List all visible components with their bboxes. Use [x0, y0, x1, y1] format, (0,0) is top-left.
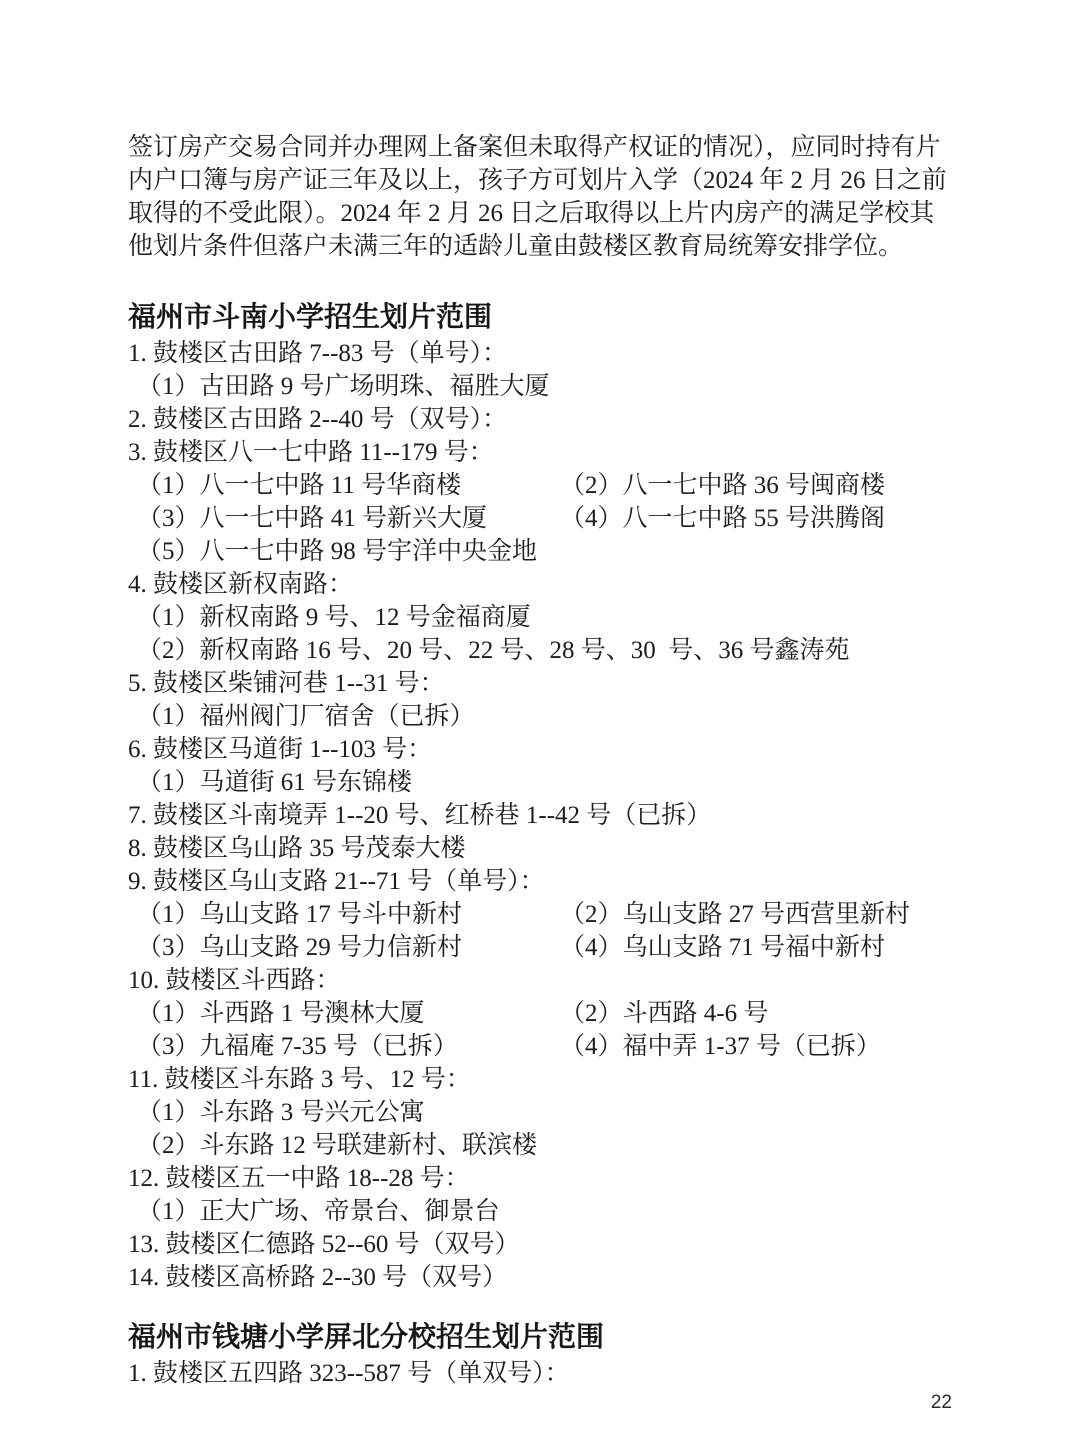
- list-line: [128, 436, 955, 469]
- list-line: [128, 1195, 955, 1228]
- list-line: [128, 898, 955, 931]
- list-line-col1: 1. 鼓楼区五四路 323--587 号（单双号）：: [128, 1360, 570, 1387]
- list-line: [128, 931, 955, 964]
- list-line: [128, 964, 955, 997]
- list-line-col2: （2）斗西路 4-6 号: [560, 1000, 769, 1027]
- intro-paragraph: [128, 131, 955, 263]
- list-line-col1: （2）斗东路 12 号联建新村、联滨楼: [137, 1132, 538, 1159]
- list-line-col1: （1）古田路 9 号广场明珠、福胜大厦: [137, 373, 550, 400]
- list-line-col1: （2）新权南路 16 号、20 号、22 号、28 号、30 号、36 号鑫涛苑: [137, 637, 850, 664]
- list-line-col1: 12. 鼓楼区五一中路 18--28 号：: [128, 1165, 470, 1192]
- intro-line: 内户口簿与房产证三年及以上，孩子方可划片入学（2024 年 2 月 26 日之前: [128, 167, 947, 194]
- list-line-col2: （4）八一七中路 55 号洪腾阁: [560, 505, 886, 532]
- list-line-col1: （1）斗东路 3 号兴元公寓: [137, 1099, 425, 1126]
- list-line-col1: 2. 鼓楼区古田路 2--40 号（双号）：: [128, 406, 508, 433]
- list-line: [128, 1261, 955, 1294]
- section-title: 福州市钱塘小学屏北分校招生划片范围: [128, 1321, 605, 1352]
- section-list: [128, 1357, 955, 1390]
- list-line-col1: （3）九福庵 7-35 号（已拆）: [137, 1033, 458, 1060]
- list-line-col1: （1）斗西路 1 号澳林大厦: [137, 1000, 425, 1027]
- sections: [128, 297, 955, 1390]
- list-line: [128, 1129, 955, 1162]
- list-line: [128, 403, 955, 436]
- section-list: [128, 337, 955, 1294]
- list-line: [128, 634, 955, 667]
- list-line: [128, 1357, 955, 1390]
- list-line: [128, 832, 955, 865]
- list-line: [128, 568, 955, 601]
- list-line-col1: 1. 鼓楼区古田路 7--83 号（单号）：: [128, 340, 508, 367]
- list-line-col2: （2）八一七中路 36 号闽商楼: [560, 472, 886, 499]
- list-line: [128, 997, 955, 1030]
- list-line-col1: （5）八一七中路 98 号宇洋中央金地: [137, 538, 538, 565]
- intro-line: 取得的不受此限）。2024 年 2 月 26 日之后取得以上片内房产的满足学校其: [128, 200, 935, 227]
- page-number: 22: [930, 1392, 952, 1413]
- list-line-col1: 11. 鼓楼区斗东路 3 号、12 号：: [128, 1066, 471, 1093]
- list-line-col1: （1）新权南路 9 号、12 号金福商厦: [137, 604, 531, 631]
- school-section: [128, 297, 955, 1294]
- list-line-col1: 4. 鼓楼区新权南路：: [128, 571, 354, 598]
- list-line: [128, 370, 955, 403]
- list-line: [128, 1063, 955, 1096]
- list-line: [128, 502, 955, 535]
- list-line: [128, 469, 955, 502]
- list-line-col1: （1）八一七中路 11 号华商楼: [137, 472, 462, 499]
- list-line-col1: 10. 鼓楼区斗西路：: [128, 967, 341, 994]
- list-line-col2: （4）福中弄 1-37 号（已拆）: [560, 1033, 881, 1060]
- list-line-col1: 8. 鼓楼区乌山路 35 号茂泰大楼: [128, 835, 466, 862]
- list-line: [128, 700, 955, 733]
- list-line-col1: 13. 鼓楼区仁德路 52--60 号（双号）: [128, 1231, 520, 1258]
- list-line-col1: （1）正大广场、帝景台、御景台: [137, 1198, 500, 1225]
- list-line-col1: （1）福州阀门厂宿舍（已拆）: [137, 703, 475, 730]
- list-line: [128, 535, 955, 568]
- list-line: [128, 733, 955, 766]
- list-line-col1: 6. 鼓楼区马道街 1--103 号：: [128, 736, 433, 763]
- list-line: [128, 601, 955, 634]
- intro-line: 他划片条件但落户未满三年的适龄儿童由鼓楼区教育局统筹安排学位。: [128, 233, 904, 260]
- list-line-col1: 7. 鼓楼区斗南境弄 1--20 号、红桥巷 1--42 号（已拆）: [128, 802, 712, 829]
- list-line: [128, 337, 955, 370]
- list-line-col1: （1）马道街 61 号东锦楼: [137, 769, 413, 796]
- list-line: [128, 766, 955, 799]
- list-line-col1: 3. 鼓楼区八一七中路 11--179 号：: [128, 439, 494, 466]
- school-section: [128, 1317, 955, 1390]
- list-line-col1: 5. 鼓楼区柴铺河巷 1--31 号：: [128, 670, 445, 697]
- list-line-col1: 9. 鼓楼区乌山支路 21--71 号（单号）：: [128, 868, 545, 895]
- list-line: [128, 1228, 955, 1261]
- section-title: 福州市斗南小学招生划片范围: [128, 301, 493, 332]
- list-line-col1: （1）乌山支路 17 号斗中新村: [137, 901, 463, 928]
- list-line-col2: （4）乌山支路 71 号福中新村: [560, 934, 886, 961]
- list-line: [128, 667, 955, 700]
- list-line-col1: （3）乌山支路 29 号力信新村: [137, 934, 463, 961]
- list-line-col1: 14. 鼓楼区高桥路 2--30 号（双号）: [128, 1264, 508, 1291]
- list-line-col2: （2）乌山支路 27 号西营里新村: [560, 901, 911, 928]
- list-line-col1: （3）八一七中路 41 号新兴大厦: [137, 505, 488, 532]
- list-line: [128, 865, 955, 898]
- list-line: [128, 1096, 955, 1129]
- list-line: [128, 1162, 955, 1195]
- intro-line: 签订房产交易合同并办理网上备案但未取得产权证的情况），应同时持有片: [128, 134, 941, 161]
- list-line: [128, 799, 955, 832]
- list-line: [128, 1030, 955, 1063]
